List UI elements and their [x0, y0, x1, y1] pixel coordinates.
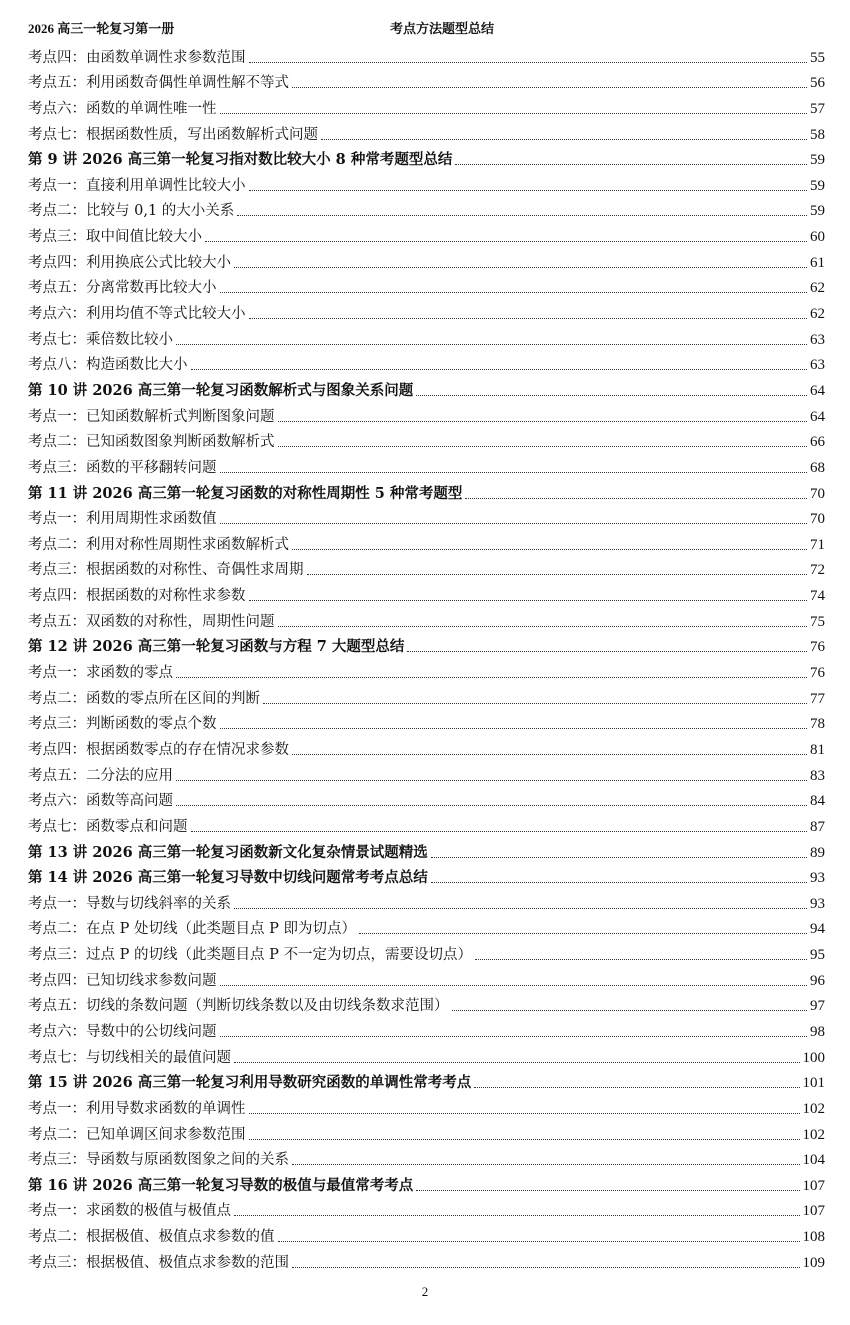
- toc-page-number: 70: [810, 485, 825, 502]
- toc-entry-row[interactable]: [28, 426, 825, 452]
- toc-page-number: 93: [810, 895, 825, 912]
- toc-entry-label: 第 9 讲 2026 高三第一轮复习指对数比较大小 8 种常考题型总结: [28, 151, 453, 169]
- toc-page-number: 81: [810, 741, 825, 758]
- dot-leader: [292, 87, 807, 88]
- dot-leader: [431, 857, 807, 858]
- toc-entry-label: 考点一：导数与切线斜率的关系: [28, 895, 231, 912]
- toc-page-number: 62: [810, 306, 825, 323]
- toc-entry-label: 考点五：分离常数再比较大小: [28, 280, 217, 297]
- dot-leader: [249, 62, 808, 63]
- dot-leader: [234, 908, 807, 909]
- page-header: [28, 18, 822, 40]
- dot-leader: [465, 498, 807, 499]
- dot-leader: [292, 1267, 800, 1268]
- book-title: 2026 高三一轮复习第一册: [28, 21, 175, 36]
- dot-leader: [191, 831, 808, 832]
- toc-page-number: 76: [810, 639, 825, 656]
- toc-page-number: 62: [810, 280, 825, 297]
- toc-entry-label: 考点一：求函数的极值与极值点: [28, 1203, 231, 1220]
- toc-page-number: 94: [810, 921, 825, 938]
- dot-leader: [416, 1190, 799, 1191]
- toc-page-number: 71: [810, 536, 825, 553]
- dot-leader: [205, 241, 807, 242]
- toc-entry-label: 考点一：直接利用单调性比较大小: [28, 177, 246, 194]
- toc-chapter-row[interactable]: [28, 477, 825, 503]
- toc-chapter-row[interactable]: [28, 1169, 825, 1195]
- toc-entry-row[interactable]: [28, 451, 825, 477]
- toc-entry-row[interactable]: [28, 682, 825, 708]
- toc-page-number: 56: [810, 75, 825, 92]
- toc-entry-row[interactable]: [28, 554, 825, 580]
- toc-entry-label: 考点三：判断函数的零点个数: [28, 716, 217, 733]
- toc-page-number: 64: [810, 408, 825, 425]
- toc-entry-row[interactable]: [28, 913, 825, 939]
- dot-leader: [249, 190, 808, 191]
- toc-entry-label: 第 12 讲 2026 高三第一轮复习函数与方程 7 大题型总结: [28, 638, 405, 656]
- dot-leader: [191, 369, 808, 370]
- toc-entry-label: 考点五：二分法的应用: [28, 767, 173, 784]
- dot-leader: [249, 318, 808, 319]
- toc-page-number: 63: [810, 331, 825, 348]
- page-number: 2: [421, 1284, 429, 1299]
- dot-leader: [307, 574, 808, 575]
- toc-entry-row[interactable]: [28, 400, 825, 426]
- toc-entry-label: 考点三：根据极值、极值点求参数的范围: [28, 1254, 289, 1271]
- toc-entry-row[interactable]: [28, 41, 825, 67]
- toc-page-number: 100: [802, 1049, 825, 1066]
- toc-entry-label: 考点四：根据函数的对称性求参数: [28, 588, 246, 605]
- toc-entry-row[interactable]: [28, 964, 825, 990]
- toc-page-number: 61: [810, 254, 825, 271]
- toc-page-number: 72: [810, 562, 825, 579]
- toc-entry-row[interactable]: [28, 92, 825, 118]
- toc-entry-row[interactable]: [28, 67, 825, 93]
- toc-entry-label: 考点七：乘倍数比较小: [28, 331, 173, 348]
- toc-page-number: 104: [802, 1152, 825, 1169]
- dot-leader: [220, 523, 808, 524]
- dot-leader: [220, 985, 808, 986]
- toc-page-number: 77: [810, 690, 825, 707]
- toc-entry-label: 考点七：函数零点和问题: [28, 818, 188, 835]
- toc-entry-row[interactable]: [28, 349, 825, 375]
- toc-chapter-row[interactable]: [28, 374, 825, 400]
- toc-entry-label: 考点二：利用对称性周期性求函数解析式: [28, 536, 289, 553]
- toc-page-number: 102: [802, 1100, 825, 1117]
- toc-page-number: 57: [810, 100, 825, 117]
- toc-entry-label: 考点三：根据函数的对称性、奇偶性求周期: [28, 562, 304, 579]
- dot-leader: [220, 1036, 808, 1037]
- toc-page-number: 87: [810, 818, 825, 835]
- toc-entry-label: 第 15 讲 2026 高三第一轮复习利用导数研究函数的单调性常考考点: [28, 1074, 472, 1092]
- dot-leader: [474, 1087, 799, 1088]
- toc-entry-row[interactable]: [28, 118, 825, 144]
- toc-page-number: 83: [810, 767, 825, 784]
- toc-entry-label: 第 14 讲 2026 高三第一轮复习导数中切线问题常考考点总结: [28, 869, 428, 887]
- toc-entry-label: 考点二：函数的零点所在区间的判断: [28, 690, 260, 707]
- toc-page-number: 97: [810, 998, 825, 1015]
- toc-entry-row[interactable]: [28, 656, 825, 682]
- toc-entry-row[interactable]: [28, 220, 825, 246]
- dot-leader: [431, 882, 807, 883]
- toc-page-number: 55: [810, 49, 825, 66]
- toc-page-number: 84: [810, 793, 825, 810]
- toc-entry-row[interactable]: [28, 733, 825, 759]
- toc-page-number: 59: [810, 152, 825, 169]
- toc-page-number: 101: [802, 1075, 825, 1092]
- toc-entry-row[interactable]: [28, 708, 825, 734]
- toc-chapter-row[interactable]: [28, 1067, 825, 1093]
- toc-chapter-row[interactable]: [28, 631, 825, 657]
- toc-entry-label: 考点三：过点 P 的切线（此类题目点 P 不一定为切点，需要设切点）: [28, 947, 472, 964]
- toc-entry-label: 第 11 讲 2026 高三第一轮复习函数的对称性周期性 5 种常考题型: [28, 484, 463, 502]
- toc-entry-label: 考点八：构造函数比大小: [28, 357, 188, 374]
- toc-entry-row[interactable]: [28, 938, 825, 964]
- toc-entry-row[interactable]: [28, 579, 825, 605]
- toc-page-number: 102: [802, 1126, 825, 1143]
- toc-entry-label: 考点六：利用均值不等式比较大小: [28, 306, 246, 323]
- toc-entry-row[interactable]: [28, 169, 825, 195]
- toc-entry-row[interactable]: [28, 990, 825, 1016]
- dot-leader: [452, 1010, 808, 1011]
- dot-leader: [455, 164, 807, 165]
- dot-leader: [359, 933, 807, 934]
- toc-entry-row[interactable]: [28, 1220, 825, 1246]
- toc-chapter-row[interactable]: [28, 144, 825, 170]
- toc-entry-row[interactable]: [28, 323, 825, 349]
- toc-entry-row[interactable]: [28, 272, 825, 298]
- toc-entry-row[interactable]: [28, 1246, 825, 1272]
- toc-entry-label: 考点五：切线的条数问题（判断切线条数以及由切线条数求范围）: [28, 998, 449, 1015]
- toc-page-number: 89: [810, 844, 825, 861]
- toc-chapter-row[interactable]: [28, 836, 825, 862]
- toc-entry-label: 考点二：根据极值、极值点求参数的值: [28, 1229, 275, 1246]
- dot-leader: [263, 703, 807, 704]
- dot-leader: [292, 754, 807, 755]
- toc-page-number: 64: [810, 382, 825, 399]
- toc-chapter-row[interactable]: [28, 862, 825, 888]
- table-of-contents: [28, 41, 825, 1272]
- toc-entry-label: 考点二：比较与 0,1 的大小关系: [28, 203, 235, 220]
- toc-entry-label: 第 13 讲 2026 高三第一轮复习函数新文化复杂情景试题精选: [28, 843, 428, 861]
- dot-leader: [292, 1164, 800, 1165]
- toc-entry-row[interactable]: [28, 605, 825, 631]
- dot-leader: [220, 292, 808, 293]
- toc-entry-row[interactable]: [28, 810, 825, 836]
- dot-leader: [234, 1215, 800, 1216]
- dot-leader: [278, 421, 808, 422]
- dot-leader: [220, 728, 808, 729]
- dot-leader: [220, 113, 808, 114]
- toc-page-number: 96: [810, 972, 825, 989]
- toc-entry-row[interactable]: [28, 1015, 825, 1041]
- toc-entry-row[interactable]: [28, 887, 825, 913]
- dot-leader: [237, 215, 807, 216]
- toc-entry-row[interactable]: [28, 1144, 825, 1170]
- toc-page-number: 109: [802, 1254, 825, 1271]
- toc-page-number: 107: [802, 1203, 825, 1220]
- dot-leader: [292, 549, 807, 550]
- dot-leader: [234, 267, 807, 268]
- dot-leader: [220, 472, 808, 473]
- dot-leader: [475, 959, 807, 960]
- toc-entry-label: 考点二：已知单调区间求参数范围: [28, 1126, 246, 1143]
- toc-page-number: 95: [810, 947, 825, 964]
- toc-page-number: 66: [810, 434, 825, 451]
- toc-entry-label: 考点五：利用函数奇偶性单调性解不等式: [28, 75, 289, 92]
- toc-page-number: 70: [810, 511, 825, 528]
- toc-page-number: 75: [810, 613, 825, 630]
- dot-leader: [416, 395, 807, 396]
- toc-entry-row[interactable]: [28, 785, 825, 811]
- toc-entry-label: 考点一：求函数的零点: [28, 665, 173, 682]
- toc-page-number: 78: [810, 716, 825, 733]
- toc-entry-label: 考点三：导函数与原函数图象之间的关系: [28, 1152, 289, 1169]
- toc-entry-label: 考点一：已知函数解析式判断图象问题: [28, 408, 275, 425]
- toc-entry-label: 考点七：与切线相关的最值问题: [28, 1049, 231, 1066]
- toc-entry-label: 考点六：函数等高问题: [28, 793, 173, 810]
- toc-entry-row[interactable]: [28, 528, 825, 554]
- toc-entry-label: 考点二：已知函数图象判断函数解析式: [28, 434, 275, 451]
- toc-entry-label: 考点三：取中间值比较大小: [28, 229, 202, 246]
- dot-leader: [176, 780, 807, 781]
- dot-leader: [234, 1062, 800, 1063]
- toc-page-number: 107: [802, 1177, 825, 1194]
- toc-entry-label: 考点四：利用换底公式比较大小: [28, 254, 231, 271]
- dot-leader: [176, 677, 807, 678]
- dot-leader: [249, 1139, 800, 1140]
- toc-entry-label: 考点四：已知切线求参数问题: [28, 972, 217, 989]
- toc-entry-label: 第 16 讲 2026 高三第一轮复习导数的极值与最值常考考点: [28, 1176, 414, 1194]
- dot-leader: [407, 651, 807, 652]
- toc-entry-label: 考点三：函数的平移翻转问题: [28, 459, 217, 476]
- toc-entry-row[interactable]: [28, 1092, 825, 1118]
- dot-leader: [249, 1113, 800, 1114]
- toc-entry-row[interactable]: [28, 195, 825, 221]
- dot-leader: [321, 139, 807, 140]
- toc-entry-label: 第 10 讲 2026 高三第一轮复习函数解析式与图象关系问题: [28, 381, 414, 399]
- dot-leader: [176, 805, 807, 806]
- toc-entry-row[interactable]: [28, 1195, 825, 1221]
- toc-page-number: 59: [810, 177, 825, 194]
- toc-page-number: 93: [810, 870, 825, 887]
- toc-page-number: 98: [810, 1023, 825, 1040]
- toc-entry-row[interactable]: [28, 1118, 825, 1144]
- dot-leader: [278, 1241, 800, 1242]
- dot-leader: [249, 600, 808, 601]
- toc-entry-label: 考点二：在点 P 处切线（此类题目点 P 即为切点）: [28, 921, 356, 938]
- toc-entry-label: 考点四：根据函数零点的存在情况求参数: [28, 741, 289, 758]
- toc-entry-row[interactable]: [28, 759, 825, 785]
- toc-entry-label: 考点一：利用导数求函数的单调性: [28, 1100, 246, 1117]
- toc-entry-row[interactable]: [28, 297, 825, 323]
- toc-page-number: 60: [810, 229, 825, 246]
- toc-page-number: 108: [802, 1229, 825, 1246]
- toc-entry-label: 考点六：函数的单调性唯一性: [28, 100, 217, 117]
- toc-entry-label: 考点六：导数中的公切线问题: [28, 1023, 217, 1040]
- toc-page-number: 58: [810, 126, 825, 143]
- section-title: 考点方法题型总结: [390, 22, 495, 37]
- toc-entry-label: 考点七：根据函数性质，写出函数解析式问题: [28, 126, 318, 143]
- toc-entry-row[interactable]: [28, 503, 825, 529]
- toc-entry-label: 考点五：双函数的对称性，周期性问题: [28, 613, 275, 630]
- dot-leader: [278, 446, 808, 447]
- toc-page-number: 74: [810, 588, 825, 605]
- toc-entry-row[interactable]: [28, 1041, 825, 1067]
- toc-entry-label: 考点四：由函数单调性求参数范围: [28, 49, 246, 66]
- toc-page-number: 76: [810, 665, 825, 682]
- toc-entry-label: 考点一：利用周期性求函数值: [28, 511, 217, 528]
- toc-page-number: 63: [810, 357, 825, 374]
- toc-page-number: 68: [810, 459, 825, 476]
- dot-leader: [278, 626, 808, 627]
- dot-leader: [176, 344, 807, 345]
- toc-entry-row[interactable]: [28, 246, 825, 272]
- toc-page-number: 59: [810, 203, 825, 220]
